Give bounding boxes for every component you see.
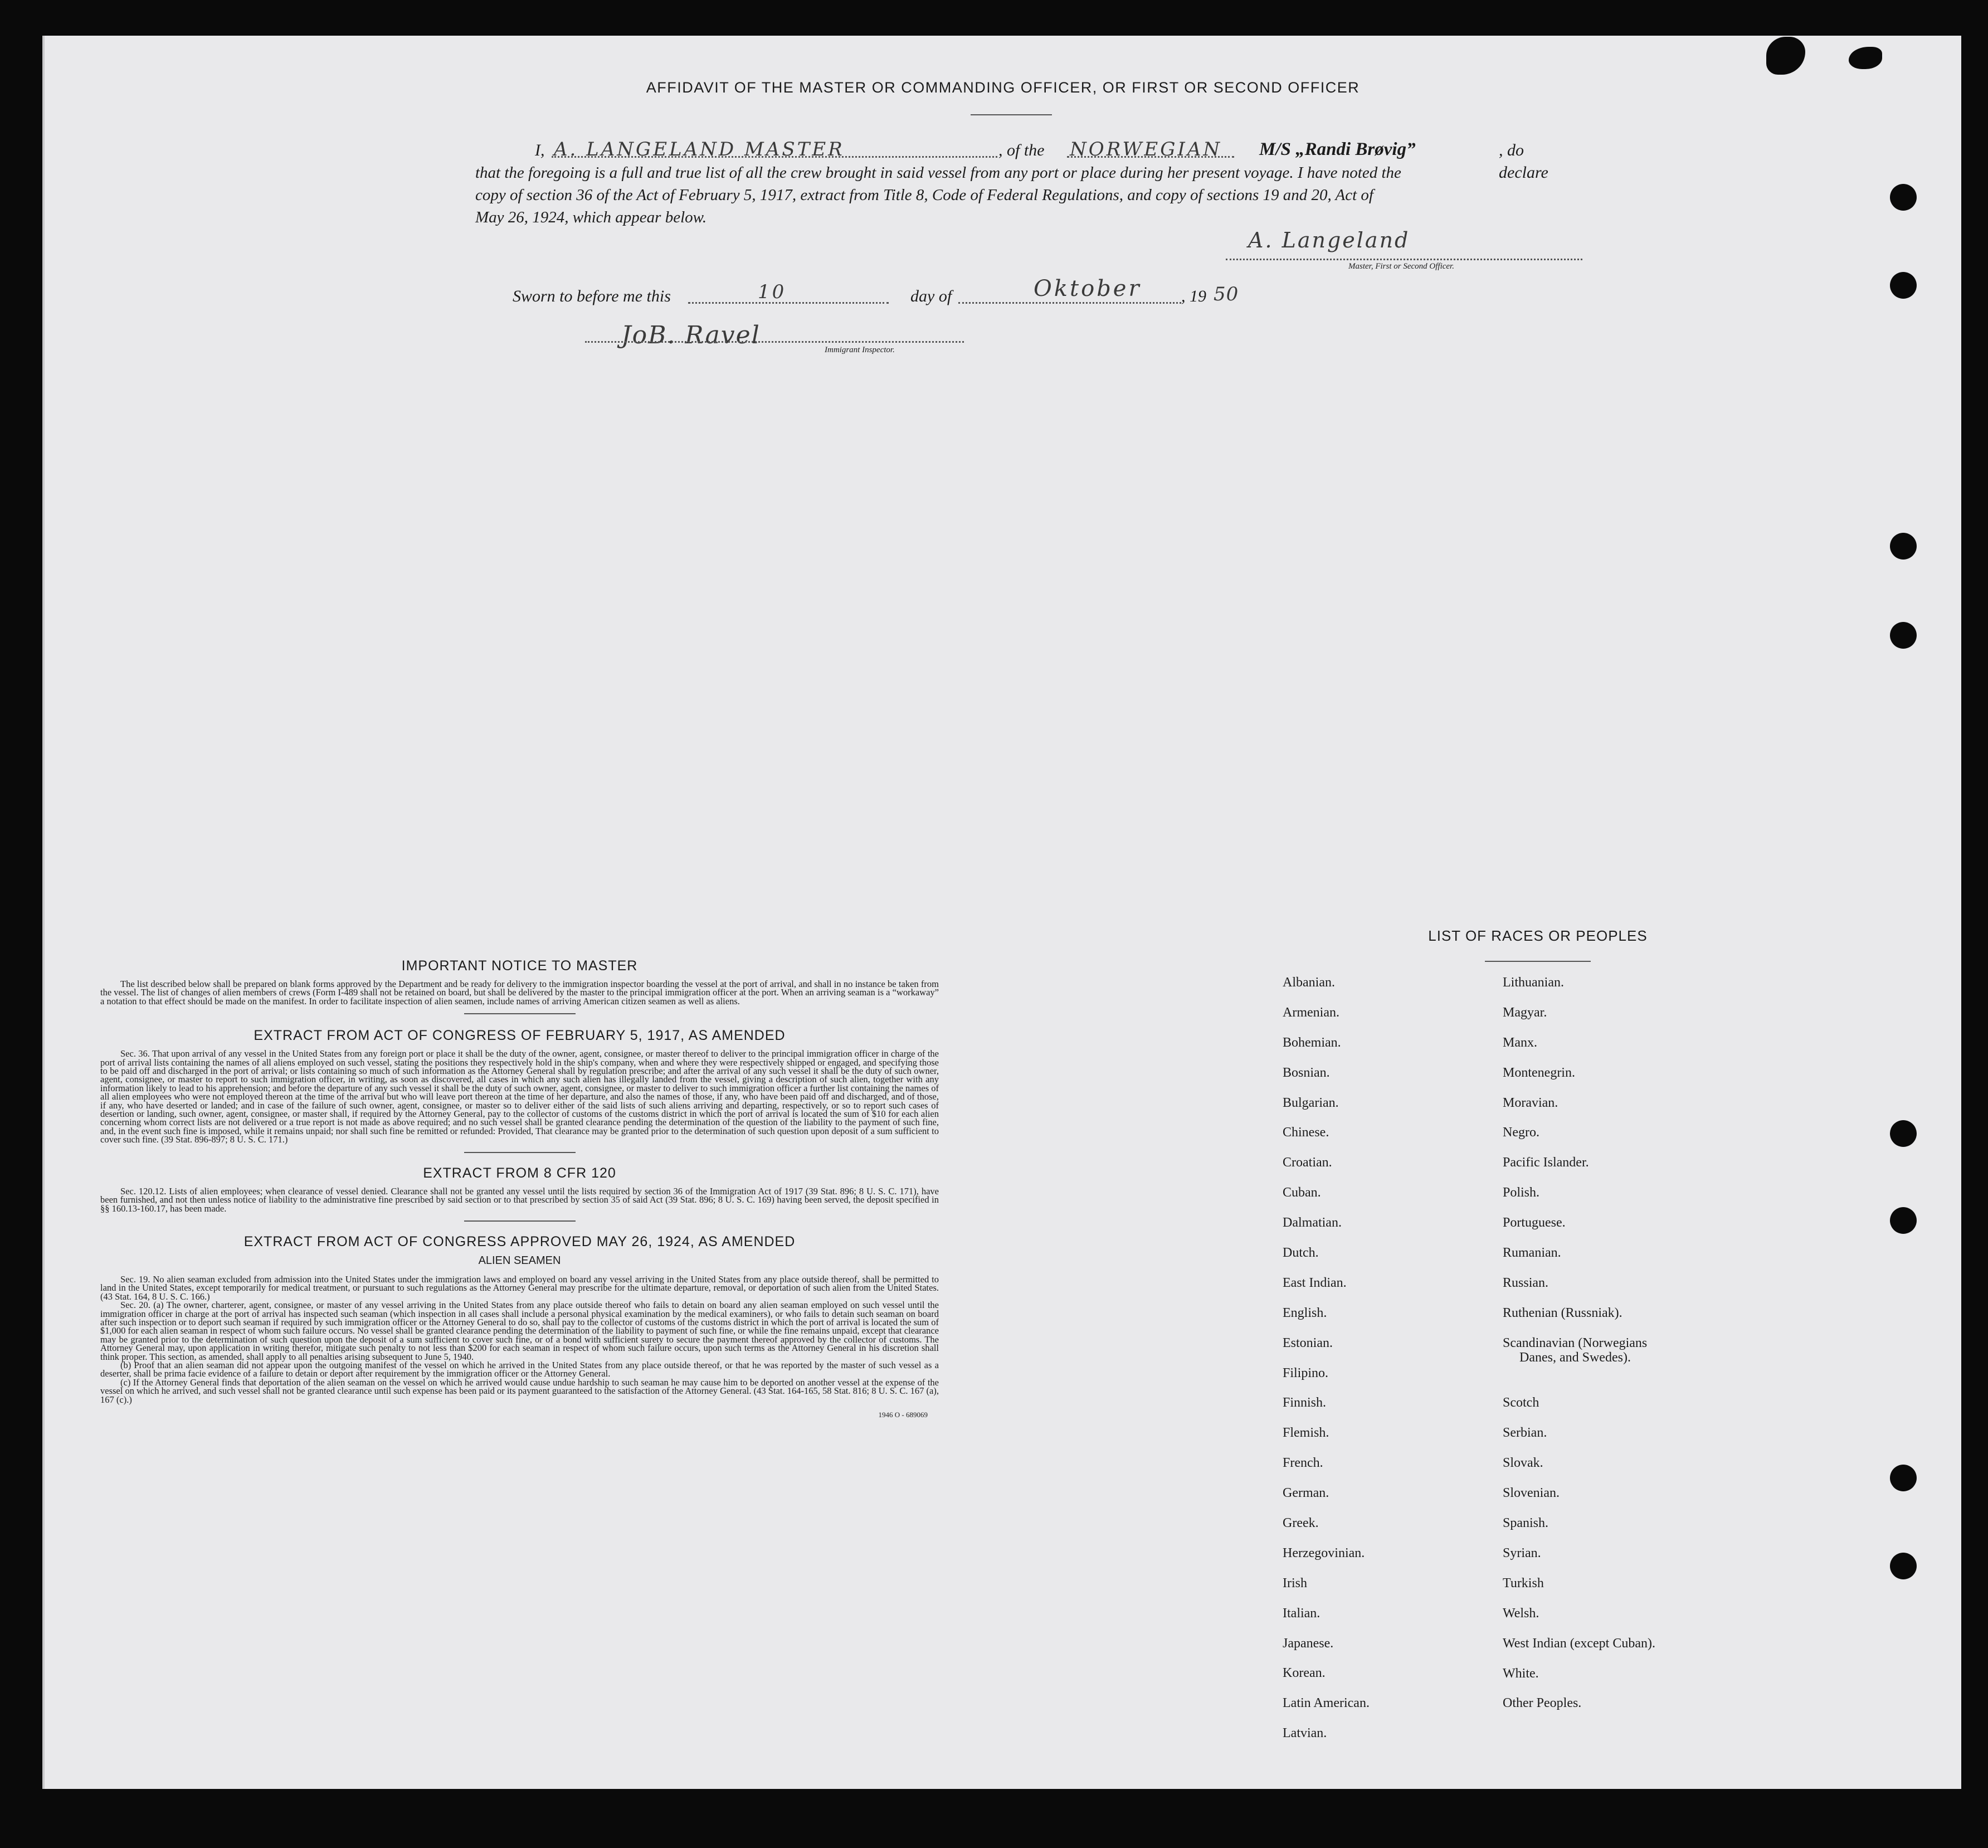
- list-item: [1503, 1336, 1655, 1396]
- declaration-line-3: copy of section 36 of the Act of February 5, 1917, extract from Title 8, Code of Federal Regulations, and copy of sections 19 and 20, Act of: [475, 186, 1373, 204]
- list-item: Irish: [1283, 1575, 1307, 1591]
- list-item: Lithuanian.: [1503, 975, 1564, 990]
- list-item: Syrian.: [1503, 1545, 1541, 1560]
- notice-title: IMPORTANT NOTICE TO MASTER: [401, 958, 638, 974]
- list-item: Albanian.: [1283, 975, 1335, 990]
- notice-text: The list described below shall be prepared on blank forms approved by the Department and be ready for delivery to the immigration inspector boarding the vessel at the port of arrival, and shall in no instance be taken from the vessel. The list of changes of alien members of crews (Form I-489 shall not be retained on board, but shall be delivered by the master to the principal immigration officer at the port. When an arriving seaman is a “workaway” a notation to that effect should be made on the manifest. In order to facilitate inspection of alien seamen, include names of arriving American citizen seamen as well as aliens.: [100, 979, 939, 1006]
- divider: [464, 1013, 576, 1014]
- scan-mark: [1766, 37, 1805, 75]
- list-item: French.: [1283, 1456, 1323, 1471]
- scandinavian-line-2: Danes, and Swedes).: [1519, 1350, 1631, 1365]
- list-item: Polish.: [1503, 1185, 1540, 1200]
- of-the-label: , of the: [998, 141, 1045, 159]
- list-item: Chinese.: [1283, 1125, 1329, 1140]
- sec-20a-text: Sec. 20. (a) The owner, charterer, agent, consignee, or master of any vessel arriving in the United States from any place outside thereof who fails to detain on board any alien seaman employed on such vessel until the immigration officer in charge at the port of arrival has inspected such seaman (which inspection in all cases shall include a personal physical examination by the medical examiners), or who fails to detain such seaman on board after such inspection or to deport such seaman if required by such immigration officer or the Attorney General to do so, shall pay to the collector of customs of the customs district in which the port of arrival is located the sum of $1,000 for each alien seaman in respect of whom such failure occurs. No vessel shall be granted clearance pending the determination of the liability to payment of such fine, or while the fine remains unpaid, except that clearance may be granted prior to the determination of such question upon the deposit of a sum sufficient to cover such fine, or of a bond with sufficient surety to secure the payment thereof approved by the collector of customs. The Attorney General may, upon application in writing therefor, mitigate such penalty to not less than $200 for each seaman in respect of whom such failure occurs, upon such terms as the Attorney General in his discretion shall think proper. This section, as amended, shall apply to all penalties arising subsequent to June 5, 1940.: [100, 1300, 939, 1362]
- blank-line: [1067, 156, 1234, 158]
- master-name-handwritten: A. LANGELAND MASTER: [554, 138, 845, 161]
- inspector-signature-line: [585, 341, 964, 343]
- extract-1924-subtitle: ALIEN SEAMEN: [478, 1254, 561, 1267]
- legal-notices-column: [100, 958, 939, 1419]
- vessel-name: M/S „Randi Brøvig”: [1259, 139, 1416, 159]
- punch-hole: [1890, 1553, 1917, 1579]
- punch-hole: [1890, 272, 1917, 299]
- list-item: Cuban.: [1283, 1185, 1321, 1200]
- list-item: German.: [1283, 1486, 1329, 1501]
- punch-hole: [1890, 184, 1917, 211]
- do-declare-label: , do declare: [1499, 141, 1548, 182]
- list-item: East Indian.: [1283, 1275, 1347, 1290]
- list-item: Portuguese.: [1503, 1215, 1566, 1231]
- extract-1924-title: EXTRACT FROM ACT OF CONGRESS APPROVED MAY 26, 1924, AS AMENDED: [243, 1233, 796, 1249]
- sworn-day: 10: [758, 281, 787, 303]
- list-item: Bosnian.: [1283, 1065, 1330, 1080]
- list-item: Other Peoples.: [1503, 1696, 1582, 1711]
- races-column-2: [1503, 975, 1655, 1726]
- races-column-2-top: [1503, 975, 1655, 1336]
- print-code: 1946 O - 689069: [878, 1411, 928, 1419]
- list-item: Latvian.: [1283, 1726, 1327, 1741]
- sec-20c-text: (c) If the Attorney General finds that deportation of the alien seaman on the vessel on which he arrived would cause undue hardship to such seaman he may cause him to be deported on another vessel at the expense of the vessel on which he arrived, and such vessel shall not be granted clearance until such expense has been paid or its payment guaranteed to the satisfaction of the Attorney General. (43 Stat. 164-165, 58 Stat. 816; 8 U. S. C. 167 (a), 167 (c).): [100, 1377, 939, 1405]
- declaration-line-2: that the foregoing is a full and true list of all the crew brought in said vessel from any port or place during her present voyage. I have noted the: [475, 164, 1401, 182]
- scandinavian-line-1: Scandinavian (Norwegians: [1503, 1335, 1648, 1350]
- list-item: Bohemian.: [1283, 1035, 1341, 1050]
- list-item: Rumanian.: [1503, 1246, 1561, 1261]
- list-item: Welsh.: [1503, 1606, 1539, 1621]
- punch-hole: [1890, 1207, 1917, 1234]
- list-item: Dutch.: [1283, 1246, 1319, 1261]
- list-item: Manx.: [1503, 1035, 1537, 1050]
- master-caption: Master, First or Second Officer.: [1348, 262, 1454, 271]
- list-item: Japanese.: [1283, 1636, 1334, 1651]
- races-column-1: [1283, 975, 1370, 1756]
- extract-cfr-text: Sec. 120.12. Lists of alien employees; when clearance of vessel denied. Clearance shall not be granted any vessel until the lists required by section 36 of the Immigration Act of 1917 (39 Stat. 896; 8 U. S. C. 171), have been furnished, and not then unless notice of liability to the administrative fine prescribed by said section or to that prescribed by section 35 of said Act (39 Stat. 896; 8 U. S. C. 169) having been served, the deposit specified in §§ 160.13-160.17, has been made.: [100, 1185, 939, 1214]
- affidavit-title: AFFIDAVIT OF THE MASTER OR COMMANDING OFFICER, OR FIRST OR SECOND OFFICER: [646, 79, 1360, 96]
- document-page: [42, 36, 1961, 1789]
- list-item: Italian.: [1283, 1606, 1321, 1621]
- list-item: Serbian.: [1503, 1426, 1547, 1441]
- sworn-label: Sworn to before me this: [513, 287, 671, 305]
- sec-19-text: Sec. 19. No alien seaman excluded from admission into the United States under the immigration laws and employed on board any vessel arriving in the United States from any place outside thereof, shall be permitted to land in the United States, except temporarily for medical treatment, or pursuant to such regulations as the Attorney General may prescribe for the ultimate departure, removal, or deportation of such alien from the United States. (43 Stat. 164, 8 U. S. C. 166.): [100, 1273, 939, 1302]
- list-item: Montenegrin.: [1503, 1065, 1575, 1080]
- list-item: Spanish.: [1503, 1516, 1549, 1531]
- inspector-caption: Immigrant Inspector.: [825, 346, 895, 354]
- extract-1917-title: EXTRACT FROM ACT OF CONGRESS OF FEBRUARY 5, 1917, AS AMENDED: [254, 1028, 786, 1044]
- list-item: Filipino.: [1283, 1365, 1329, 1380]
- list-item: Armenian.: [1283, 1005, 1339, 1020]
- sworn-month: Oktober: [1034, 276, 1142, 301]
- punch-hole: [1890, 622, 1917, 649]
- races-column-2-bottom: [1503, 1395, 1655, 1726]
- list-item: Croatian.: [1283, 1155, 1332, 1170]
- divider: [464, 1152, 576, 1153]
- list-item: White.: [1503, 1666, 1539, 1681]
- list-item: Russian.: [1503, 1275, 1549, 1290]
- list-item: Slovak.: [1503, 1456, 1543, 1471]
- year-prefix: , 19: [1181, 287, 1206, 305]
- list-item: English.: [1283, 1305, 1327, 1320]
- list-item: Moravian.: [1503, 1095, 1558, 1110]
- sworn-line: [513, 276, 1293, 310]
- master-signature: A. Langeland: [1248, 228, 1410, 252]
- list-item: Korean.: [1283, 1666, 1326, 1681]
- extract-cfr-title: EXTRACT FROM 8 CFR 120: [423, 1165, 616, 1181]
- master-signature-line: [1226, 259, 1582, 260]
- list-item: Dalmatian.: [1283, 1215, 1342, 1231]
- blank-line: [958, 302, 1181, 304]
- sec-20b-text: (b) Proof that an alien seaman did not appear upon the outgoing manifest of the vessel on which he arrived in the United States from any place outside thereof, or that he was reported by the master of such vessel as a deserter, shall be prima facie evidence of a failure to detain or deport after requirement by the immigration officer or the Attorney General.: [100, 1359, 939, 1379]
- nationality-handwritten: NORWEGIAN: [1070, 138, 1222, 161]
- list-item: Bulgarian.: [1283, 1095, 1339, 1110]
- punch-hole: [1890, 533, 1917, 560]
- punch-hole: [1890, 1465, 1917, 1491]
- inspector-signature: JoB. Ravel: [621, 321, 761, 349]
- list-item: Greek.: [1283, 1516, 1319, 1531]
- list-item: Flemish.: [1283, 1426, 1329, 1441]
- blank-line: [688, 302, 889, 304]
- list-item: Magyar.: [1503, 1005, 1547, 1020]
- list-item: Turkish: [1503, 1575, 1544, 1591]
- i-label: I,: [535, 141, 545, 159]
- list-item: Scotch: [1503, 1395, 1539, 1411]
- races-title: LIST OF RACES OR PEOPLES: [1428, 927, 1648, 944]
- list-item: Negro.: [1503, 1125, 1539, 1140]
- list-item: Herzegovinian.: [1283, 1545, 1365, 1560]
- sworn-year: 50: [1214, 283, 1239, 305]
- blank-line: [552, 156, 997, 158]
- extract-1917-text: Sec. 36. That upon arrival of any vessel in the United States from any foreign port or place it shall be the duty of the owner, agent, consignee, or master thereof to deliver to the principal immigration officer in charge of the port of arrival lists containing the names of all aliens employed on such vessel, stating the positions they respectively hold in the ship's company, when and where they were respectively shipped or engaged, and specifying those to be paid off and discharged in the port of arrival; or lists containing so much of such information as the Attorney General shall by regulation prescribe; and after the arrival of any such vessel it shall be the duty of such owner, agent, consignee, or master to report to such immigration officer, in writing, as soon as discovered, all cases in which any such alien has illegally landed from the vessel, giving a description of such alien, together with any information likely to lead to his apprehension; and before the departure of any such vessel it shall be the duty of such owner, agent, consignee, or master to deliver to such immigration officer a further list containing the names of all alien employees who were not employed thereon at the time of the arrival but who will leave port thereon at the time of her departure, and also the names of those, if any, who have been paid off and discharged, and of those, if any, who have deserted or landed; and in case of the failure of such owner, agent, consignee, or master so to deliver either of the said lists of such aliens arriving and departing, respectively, or so to report such cases of desertion or landing, such owner, agent, consignee, or master shall, if required by the Attorney General, pay to the collector of customs of the customs district in which the port of arrival is located the sum of $10 for each alien concerning whom correct lists are not delivered or a true report is not made as above required; and no such vessel shall be granted clearance pending the determination of the question of the liability to the payment of such fine, and, in the event such fine is imposed, while it remains unpaid; nor shall such fine be remitted or refunded: Provided, That clearance may be granted prior to the determination of such question upon deposit of a sum sufficient to cover such fine. (39 Stat. 896-897; 8 U. S. C. 171.): [100, 1048, 939, 1145]
- list-item: Finnish.: [1283, 1395, 1327, 1411]
- list-item: Latin American.: [1283, 1696, 1370, 1711]
- list-item: Pacific Islander.: [1503, 1155, 1589, 1170]
- list-item: West Indian (except Cuban).: [1503, 1636, 1655, 1651]
- divider: [464, 1220, 576, 1222]
- list-item: Slovenian.: [1503, 1486, 1560, 1501]
- title-rule: [971, 114, 1052, 115]
- races-rule: [1485, 961, 1591, 962]
- scan-mark: [1849, 47, 1882, 69]
- declaration-line-4: May 26, 1924, which appear below.: [475, 208, 707, 226]
- list-item: Estonian.: [1283, 1335, 1333, 1350]
- day-of-label: day of: [910, 287, 952, 305]
- punch-hole: [1890, 1120, 1917, 1147]
- list-item: Ruthenian (Russniak).: [1503, 1305, 1622, 1320]
